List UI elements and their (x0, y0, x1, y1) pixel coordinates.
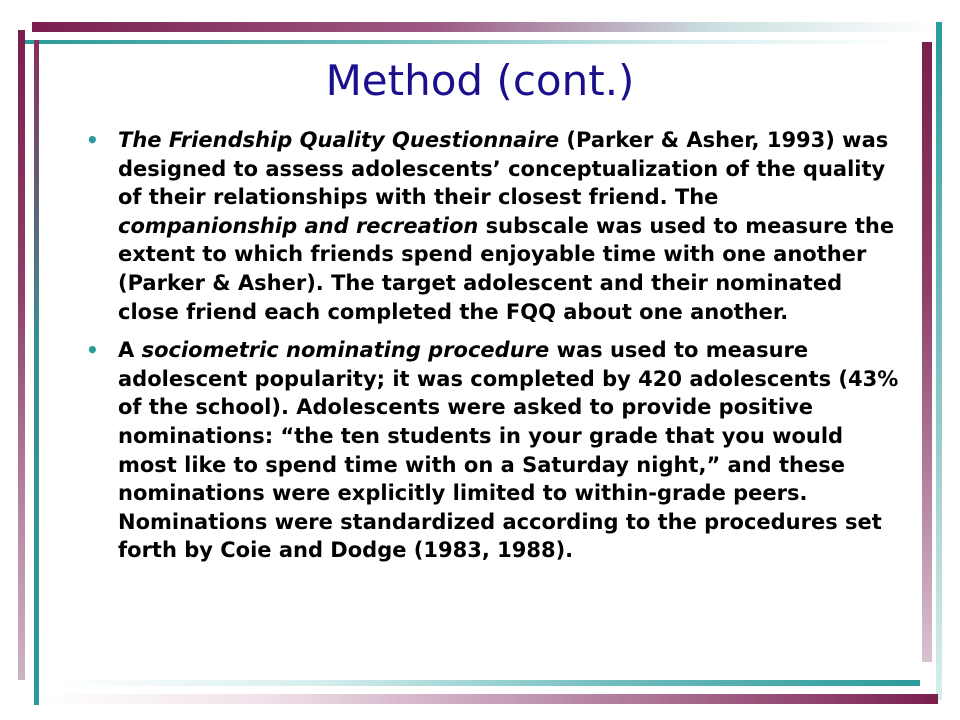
frame-top-accent (22, 40, 902, 44)
frame-bottom-accent (60, 680, 920, 686)
bullet-icon: • (86, 128, 99, 152)
segment: was used to measure adolescent popularity; it was completed by 420 adolescents (43% of the school). Adolescents were asked to provide positive nominations: “the ten students in your grade that you would most like to spend time with on a Saturday night,” and these nominations were explicitly limited to within-grade peers. Nominations were standardized according to the procedures set forth by Coie and Dodge (1983, 1988). (118, 338, 899, 563)
frame-left-bar (18, 30, 25, 680)
frame-right-accent (922, 42, 932, 662)
slide-title: Method (cont.) (325, 56, 635, 105)
segment: A (118, 338, 142, 363)
bullet-item-fqq (78, 126, 900, 326)
frame-bottom-bar (40, 694, 938, 704)
bullet-icon: • (86, 338, 99, 363)
frame-right-bar (936, 22, 942, 700)
bullet-item-sociometric (78, 336, 900, 565)
segment: (Parker & Asher, 1993) was designed to assess adolescents’ conceptualization of the quality of their relationships with their closest friend. The (118, 128, 889, 210)
frame-left-accent (34, 40, 39, 705)
bullet-list (78, 126, 900, 575)
segment: subscale was used to measure the extent to which friends spend enjoyable time with one another (Parker & Asher). The target adolescent and their nominated close friend each completed the FQQ about one another. (118, 213, 895, 324)
segment: companionship and recreation (118, 213, 479, 238)
segment: sociometric nominating procedure (141, 338, 550, 363)
frame-top-bar (32, 22, 937, 32)
segment: The Friendship Quality Questionnaire (118, 128, 560, 152)
